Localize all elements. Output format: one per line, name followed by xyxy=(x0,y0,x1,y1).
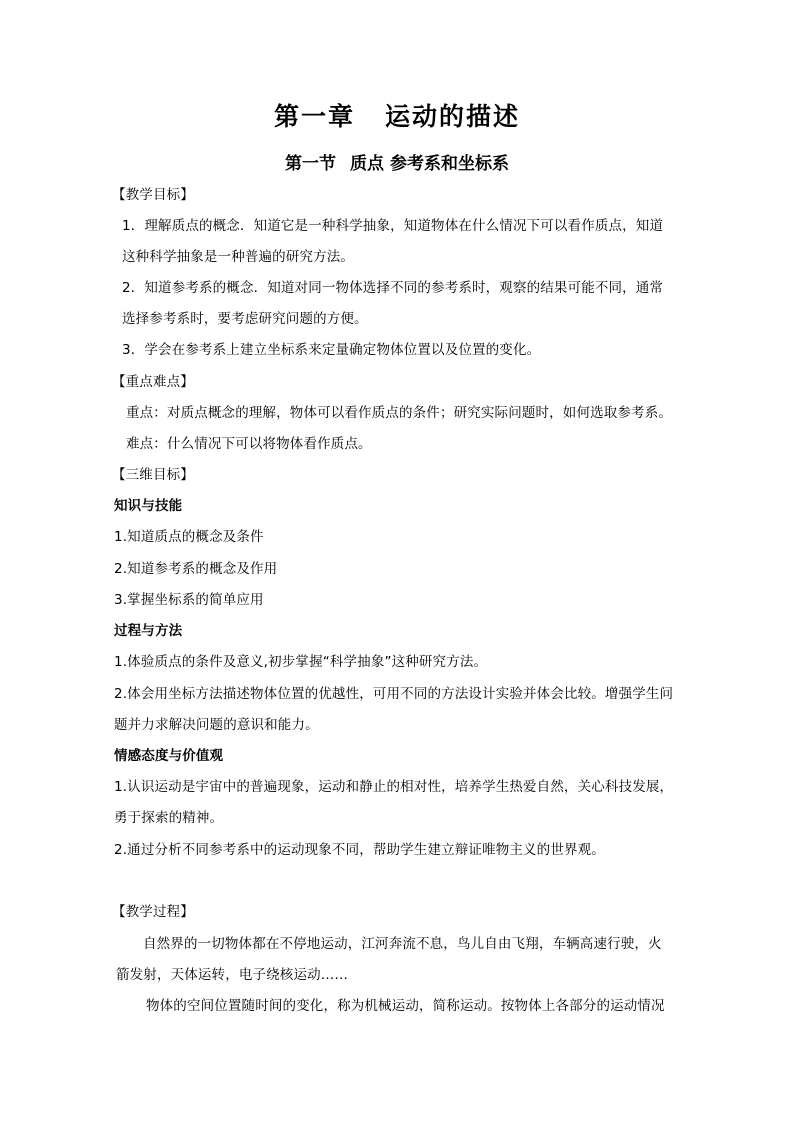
goal-1-line-2: 这种科学抽象是一种普遍的研究方法。 xyxy=(122,249,355,265)
emotion-item-1-line-2: 勇于探索的精神。 xyxy=(114,810,224,826)
chapter-name: 运动的描述 xyxy=(385,102,521,131)
process-item-2-line-2: 题并力求解决问题的意识和能力。 xyxy=(114,717,319,733)
difficult-point: 难点：什么情况下可以将物体看作质点。 xyxy=(126,436,372,452)
process-paragraph-1-line-2: 箭发射，天体运转，电子绕核运动…… xyxy=(116,967,349,983)
knowledge-item-3: 3.掌握坐标系的简单应用 xyxy=(114,592,264,608)
emotion-item-1-line-1: 1.认识运动是宇宙中的普遍现象，运动和静止的相对性，培养学生热爱自然，关心科技发展， xyxy=(114,779,674,795)
chapter-number: 第一章 xyxy=(273,102,355,131)
process-paragraph-1-line-1: 自然界的一切物体都在不停地运动，江河奔流不息，鸟儿自由飞翔，车辆高速行驶，火 xyxy=(143,936,662,952)
process-item-1: 1.体验质点的条件及意义,初步掌握“科学抽象”这种研究方法。 xyxy=(114,654,488,670)
process-item-2-line-1: 2.体会用坐标方法描述物体位置的优越性，可用不同的方法设计实验并体会比较。增强学生问 xyxy=(114,686,674,702)
section-number: 第一节 xyxy=(285,154,337,174)
goal-2-line-2: 选择参考系时，要考虑研究问题的方便。 xyxy=(122,311,368,327)
process-paragraph-2-line-1: 物体的空间位置随时间的变化，称为机械运动，简称运动。按物体上各部分的运动情况 xyxy=(146,998,665,1014)
knowledge-item-1: 1.知道质点的概念及条件 xyxy=(114,529,264,545)
knowledge-title: 知识与技能 xyxy=(114,498,183,514)
key-point: 重点：对质点概念的理解，物体可以看作质点的条件；研究实际问题时，如何选取参考系。 xyxy=(126,405,672,421)
emotion-item-2: 2.通过分析不同参考系中的运动现象不同，帮助学生建立辩证唯物主义的世界观。 xyxy=(114,842,605,858)
goal-1-line-1: 1．理解质点的概念．知道它是一种科学抽象，知道物体在什么情况下可以看作质点，知道 xyxy=(122,218,664,234)
knowledge-item-2: 2.知道参考系的概念及作用 xyxy=(114,561,278,577)
key-points-heading: 【重点难点】 xyxy=(112,374,194,390)
process-method-title: 过程与方法 xyxy=(114,623,183,639)
emotion-title: 情感态度与价值观 xyxy=(114,748,224,764)
section-title xyxy=(0,149,794,174)
goals-heading: 【教学目标】 xyxy=(112,187,194,203)
goal-3: 3．学会在参考系上建立坐标系来定量确定物体位置以及位置的变化。 xyxy=(122,342,541,358)
three-dim-heading: 【三维目标】 xyxy=(112,467,194,483)
goal-2-line-1: 2．知道参考系的概念．知道对同一物体选择不同的参考系时，观察的结果可能不同，通常 xyxy=(122,280,664,296)
section-name: 质点 参考系和坐标系 xyxy=(350,154,509,174)
process-heading: 【教学过程】 xyxy=(112,904,194,920)
chapter-title xyxy=(0,97,794,133)
